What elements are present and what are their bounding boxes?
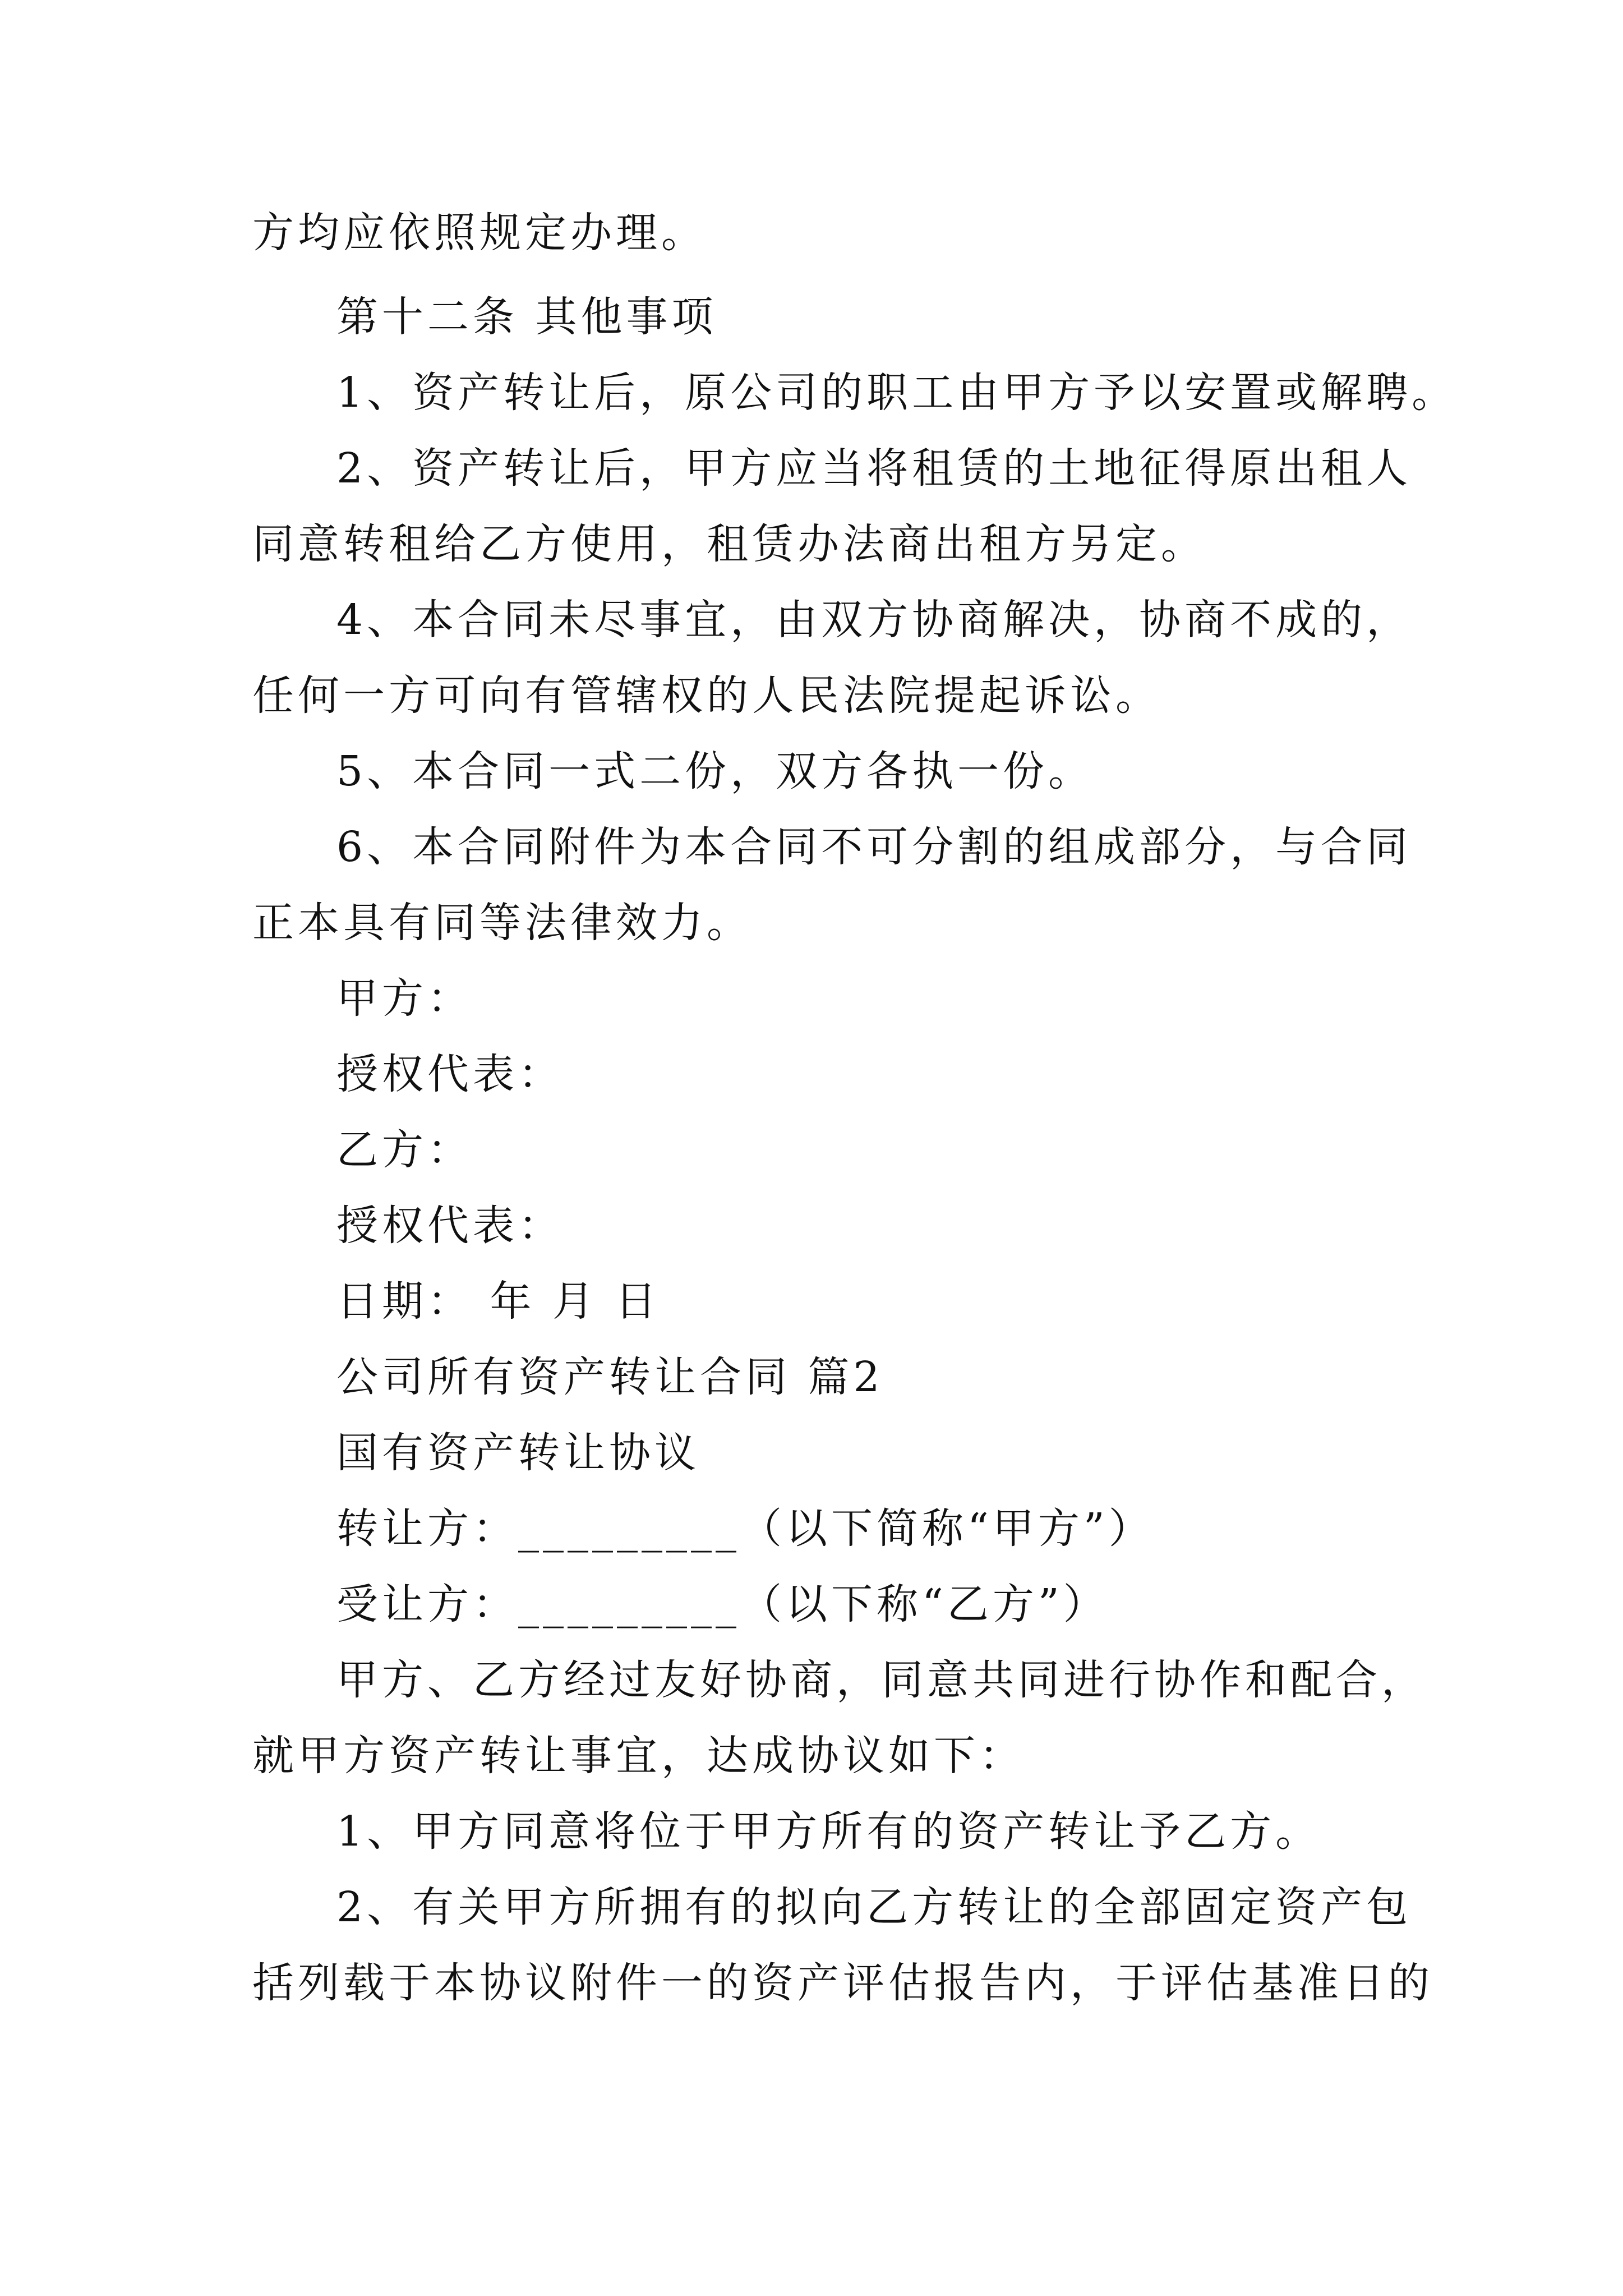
clause-item: 2、资产转让后，甲方应当将租赁的土地征得原出租人 [336, 444, 1412, 493]
transferee-line: 受让方：_________（以下称“乙方”） [336, 1580, 1109, 1628]
text-line: 正本具有同等法律效力。 [252, 899, 752, 947]
signature-date: 日期： 年 月 日 [336, 1277, 661, 1326]
text-line: 括列载于本协议附件一的资产评估报告内，于评估基准日的 [252, 1959, 1433, 2007]
clause-item: 2、有关甲方所拥有的拟向乙方转让的全部固定资产包 [336, 1883, 1412, 1931]
section-heading: 第十二条 其他事项 [336, 293, 717, 341]
text-line: 同意转租给乙方使用，租赁办法商出租方另定。 [252, 520, 1206, 568]
clause-item: 4、本合同未尽事宜，由双方协商解决，协商不成的， [336, 596, 1412, 644]
clause-item: 6、本合同附件为本合同不可分割的组成部分，与合同 [336, 823, 1412, 871]
text-line: 就甲方资产转让事宜，达成协议如下： [252, 1732, 1025, 1780]
text-line: 方均应依照规定办理。 [252, 209, 707, 257]
agreement-title: 国有资产转让协议 [336, 1429, 700, 1477]
signature-party-a: 甲方： [336, 974, 473, 1023]
signature-party-b: 乙方： [336, 1126, 473, 1174]
signature-representative-a: 授权代表： [336, 1050, 564, 1098]
transferor-line: 转让方：_________（以下简称“甲方”） [336, 1504, 1154, 1553]
signature-representative-b: 授权代表： [336, 1202, 564, 1250]
clause-item: 1、资产转让后，原公司的职工由甲方予以安置或解聘。 [336, 369, 1458, 417]
text-line: 任何一方可向有管辖权的人民法院提起诉讼。 [252, 671, 1161, 720]
clause-item: 5、本合同一式二份，双方各执一份。 [336, 747, 1094, 795]
document-heading: 公司所有资产转让合同 篇2 [336, 1353, 884, 1401]
paragraph-line: 甲方、乙方经过友好协商，同意共同进行协作和配合， [336, 1656, 1427, 1704]
clause-item: 1、甲方同意将位于甲方所有的资产转让予乙方。 [336, 1807, 1321, 1856]
